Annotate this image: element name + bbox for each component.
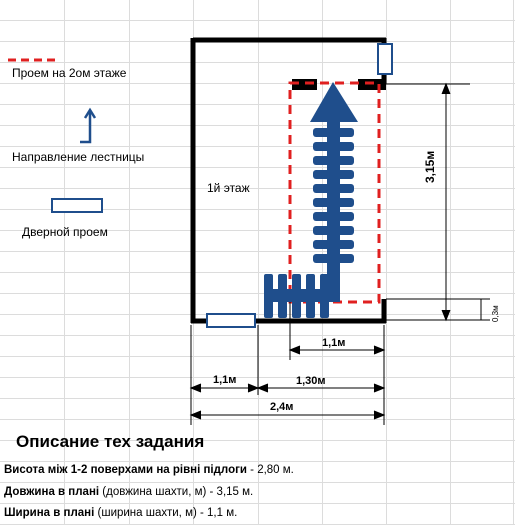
description-line: Довжина в плані (довжина шахти, м) - 3,15 м. (4, 486, 254, 498)
description-title: Описание тех задания (16, 432, 205, 451)
door-top-right (378, 44, 392, 74)
right-width-dimension-label: 1,30м (296, 375, 326, 387)
total-width-dimension-label: 2,4м (270, 401, 294, 413)
left-width-dimension-label: 1,1м (213, 374, 237, 386)
shaft-width-dimension-label: 1,1м (322, 337, 346, 349)
legend-direction-label: Направление лестницы (12, 150, 145, 164)
legend-opening-label: Проем на 2ом этаже (12, 66, 127, 80)
door-bottom (207, 314, 255, 327)
legend-door-label: Дверной проем (22, 225, 108, 239)
door-legend-icon (52, 199, 102, 212)
description-line: Ширина в плані (ширина шахти, м) - 1,1 м. (4, 507, 238, 519)
description-line: Висота між 1-2 поверхами на рівні підлоги - 2,80 м. (4, 464, 294, 476)
height-dimension-label: 3,15м (423, 150, 437, 183)
stair-direction-icon (80, 110, 95, 142)
small-height-dimension-label: 0,3м (491, 305, 500, 322)
stair-symbol (264, 82, 358, 318)
floor-label: 1й этаж (207, 181, 250, 195)
